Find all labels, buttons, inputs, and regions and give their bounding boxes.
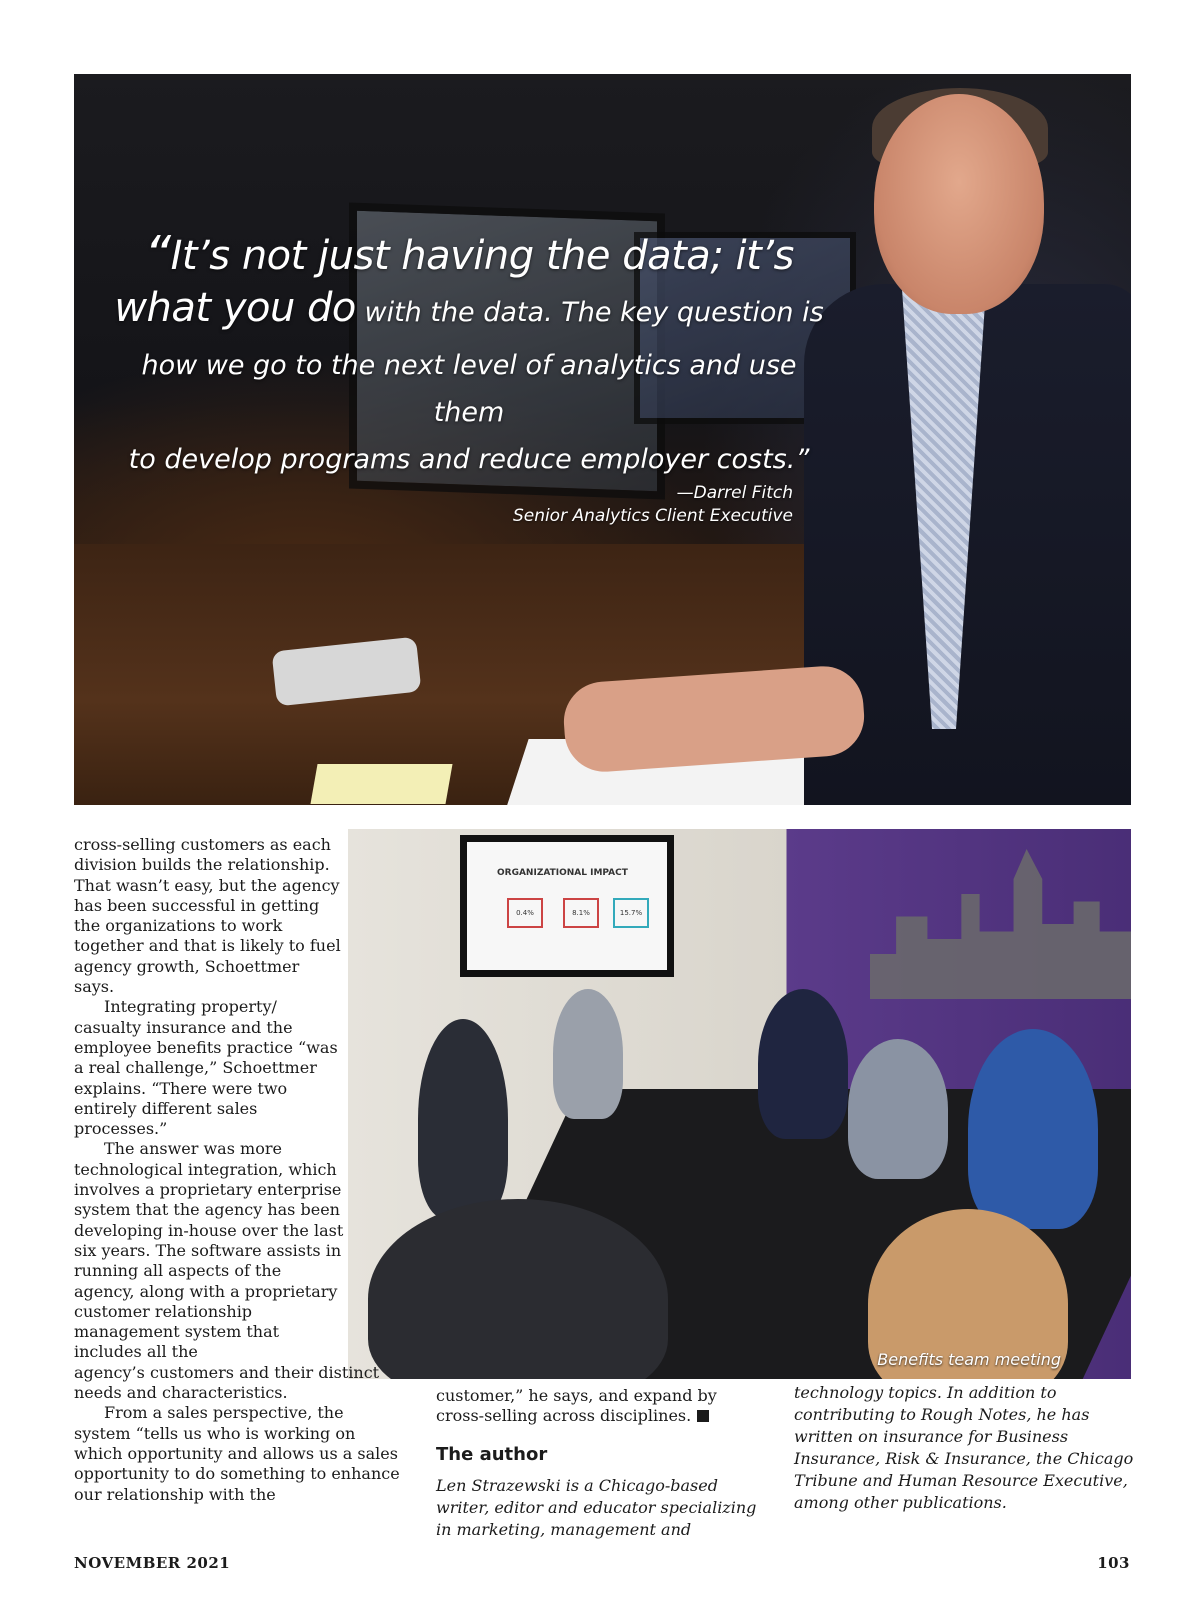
quote-attribution bbox=[513, 482, 793, 528]
quote-line-4: to develop programs and reduce employer costs.” bbox=[128, 444, 810, 475]
hero-photo bbox=[74, 74, 1131, 805]
paragraph: cross-selling customers as each division builds the relationship. That wasn’t easy, but the agency has been successful in getting the organizations to work together and that is likely to fuel agency growth, Schoettmer says. bbox=[74, 835, 341, 997]
person-seated bbox=[968, 1029, 1098, 1229]
screen-value: 0.4% bbox=[507, 898, 543, 928]
paragraph: The answer was more technological integration, which involves a proprietary enterprise system that the agency has been developing in-house over the last six years. The software assists in running all aspects of the agency, along with a proprietary customer relationship management system that includes all the bbox=[74, 1139, 344, 1362]
middle-column bbox=[436, 1386, 766, 1541]
photo-caption: Benefits team meeting bbox=[877, 1350, 1061, 1369]
quote-line-2 bbox=[104, 282, 834, 342]
left-column bbox=[74, 835, 404, 1505]
quote-line-1 bbox=[104, 226, 834, 286]
meeting-photo bbox=[348, 829, 1131, 1379]
author-bio: Len Strazewski is a Chicago-based writer, editor and educator specializing in marketing, management and bbox=[436, 1475, 757, 1539]
paragraph: From a sales perspective, the system “tells us who is working on which opportunity and allows us a sales opportunity to do something to enhance our relationship with the bbox=[74, 1403, 400, 1504]
head bbox=[874, 94, 1044, 314]
author-heading: The author bbox=[436, 1443, 548, 1465]
attribution-name: —Darrel Fitch bbox=[676, 483, 793, 503]
screen-value: 15.7% bbox=[613, 898, 649, 928]
sticky-notes bbox=[310, 764, 452, 804]
screen-title: ORGANIZATIONAL IMPACT bbox=[497, 868, 628, 878]
issue-date: NOVEMBER 2021 bbox=[74, 1554, 231, 1572]
person-standing bbox=[553, 989, 623, 1119]
page-number: 103 bbox=[1097, 1554, 1130, 1572]
person-seated bbox=[418, 1019, 508, 1219]
city-skyline-art bbox=[870, 849, 1131, 999]
quote-line-1-text: It’s not just having the data; it’s bbox=[170, 233, 794, 279]
person-seated bbox=[758, 989, 848, 1139]
pull-quote bbox=[104, 226, 834, 483]
paragraph: agency’s customers and their distinct needs and characteristics. bbox=[74, 1362, 380, 1403]
quote-emphasis: what you do bbox=[114, 285, 356, 331]
wall-screen bbox=[460, 835, 674, 977]
paragraph bbox=[436, 1386, 766, 1427]
quote-line-2-text: with the data. The key question is bbox=[355, 297, 824, 328]
quote-line-3: how we go to the next level of analytics and use them bbox=[141, 350, 797, 428]
continuation-text: customer,” he says, and expand by cross-selling across disciplines. bbox=[436, 1386, 717, 1426]
attribution-title: Senior Analytics Client Executive bbox=[512, 506, 793, 526]
right-column: technology topics. In addition to contributing to Rough Notes, he has written on insurance for Business Insurance, Risk & Insurance, the Chicago Tribune and Human Resource Executive, among other publications. bbox=[794, 1383, 1134, 1512]
screen-value: 8.1% bbox=[563, 898, 599, 928]
open-quote-mark: “ bbox=[144, 226, 171, 286]
person-seated bbox=[848, 1039, 948, 1179]
paragraph: Integrating property/ casualty insurance and the employee benefits practice “was a real challenge,” Schoettmer explains. “There were two entirely different sales processes.” bbox=[74, 997, 338, 1139]
end-mark-icon bbox=[697, 1410, 709, 1422]
